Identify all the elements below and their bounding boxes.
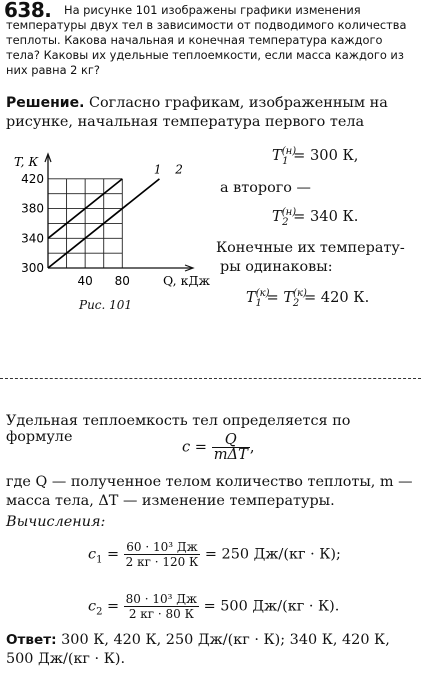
c1-sub: 1 <box>96 554 103 566</box>
answer-line-1: 300 К, 420 К, 250 Дж/(кг · К); 340 К, 420 К, <box>61 632 390 648</box>
t1-value: = 300 К, <box>293 146 359 164</box>
c2-numerator: 80 · 10³ Дж <box>125 592 198 606</box>
explain-line-2: масса тела, ΔT — изменение температуры. <box>6 493 335 509</box>
formula-tail: , <box>249 438 255 456</box>
final-formula: $T^{(к)}_1 = T^{(к)}_2 = 420$ К. <box>246 288 370 309</box>
t1-sup: (н) <box>281 146 297 157</box>
t1-sub: 1 <box>282 155 289 167</box>
t2-sup: (н) <box>281 207 297 218</box>
final-t1: $T^{(к)}_1$ <box>246 288 270 309</box>
final-t2: $T^{(к)}_2$ <box>283 288 307 309</box>
c2-denominator: 2 кг · 80 К <box>128 607 194 621</box>
t2-value: = 340 К. <box>293 207 359 225</box>
calc-label: Вычисления: <box>6 514 106 530</box>
formula-denominator: mΔT <box>213 446 248 463</box>
problem-text: На рисунке 101 изображены графики изменения температуры двух тел в зависимости от подводимого количества теплоты. Какова начальная и конечная температура каждого тела? Каковы их удельные теплоемкости, если масса каждого из них равна 2 кг? <box>6 3 407 77</box>
c2-label: c <box>88 598 97 615</box>
second-body-text: а второго — <box>220 180 311 196</box>
problem-number: 638. <box>4 0 52 22</box>
c2-sub: 2 <box>96 606 103 618</box>
answer <box>6 632 416 648</box>
c2-formula: $c_2$ = $\frac{\text{80 · 10³ Дж}}{2 кг \cdot 80 К}$ = 500 Дж/(кг · К). <box>88 592 340 621</box>
y-tick-label: 340 <box>21 231 44 246</box>
final-value: = 420 К. <box>303 288 370 306</box>
x-tick-label: 40 <box>77 274 93 288</box>
solution-intro <box>6 94 416 132</box>
explain-line-1: где Q — полученное телом количество теплоты, m — <box>6 474 413 490</box>
solution-text: Согласно графикам, изображенным на рисунке, начальная температура первого тела <box>6 95 388 130</box>
final-text-1: Конечные их температу- <box>216 240 405 256</box>
c1-label: c <box>88 546 97 563</box>
t2-sub: 2 <box>282 216 289 228</box>
t1-symbol: T <box>272 146 282 164</box>
t2-initial-formula <box>272 207 358 228</box>
chart-group <box>14 154 211 288</box>
formula-numerator: Q <box>212 433 250 448</box>
y-tick-label: 380 <box>21 201 44 216</box>
formula-fraction <box>212 433 250 462</box>
specific-heat-intro: Удельная теплоемкость тел определяется по формуле <box>6 413 351 445</box>
c1-denominator: 2 кг · 120 К <box>125 555 199 569</box>
specific-heat-formula <box>182 433 254 462</box>
t1-initial-formula <box>272 146 358 167</box>
final-text-2: ры одинаковы: <box>220 259 333 275</box>
c1-fraction <box>124 540 201 569</box>
figure-caption: Рис. 101 <box>79 298 133 312</box>
y-tick-label: 420 <box>21 171 44 186</box>
line-label-1: 1 <box>153 162 162 177</box>
x-axis-label: Q, кДж <box>163 273 211 288</box>
t2-symbol: T <box>272 207 282 225</box>
temperature-graph <box>0 150 230 295</box>
line-label-2: 2 <box>175 162 183 177</box>
answer-line-2: 500 Дж/(кг · К). <box>6 651 126 667</box>
c1-numerator: 60 · 10³ Дж <box>124 540 201 555</box>
c1-result: = 250 Дж/(кг · К); <box>204 546 341 563</box>
y-axis-label: T, К <box>14 154 39 169</box>
page-divider <box>0 378 421 379</box>
y-tick-label: 300 <box>21 261 44 275</box>
formula-c: c = <box>182 438 208 456</box>
x-tick-label: 80 <box>114 274 130 288</box>
solution-label: Решение. <box>6 95 85 111</box>
answer-label: Ответ: <box>6 632 57 648</box>
c2-fraction <box>124 592 199 621</box>
c2-result: = 500 Дж/(кг · К). <box>203 598 340 615</box>
c1-formula: $c_1$ = $\frac{\text{60 · 10³ Дж}}{2 кг \cdot 120 К}$ = 250 Дж/(кг · К); <box>88 540 341 569</box>
